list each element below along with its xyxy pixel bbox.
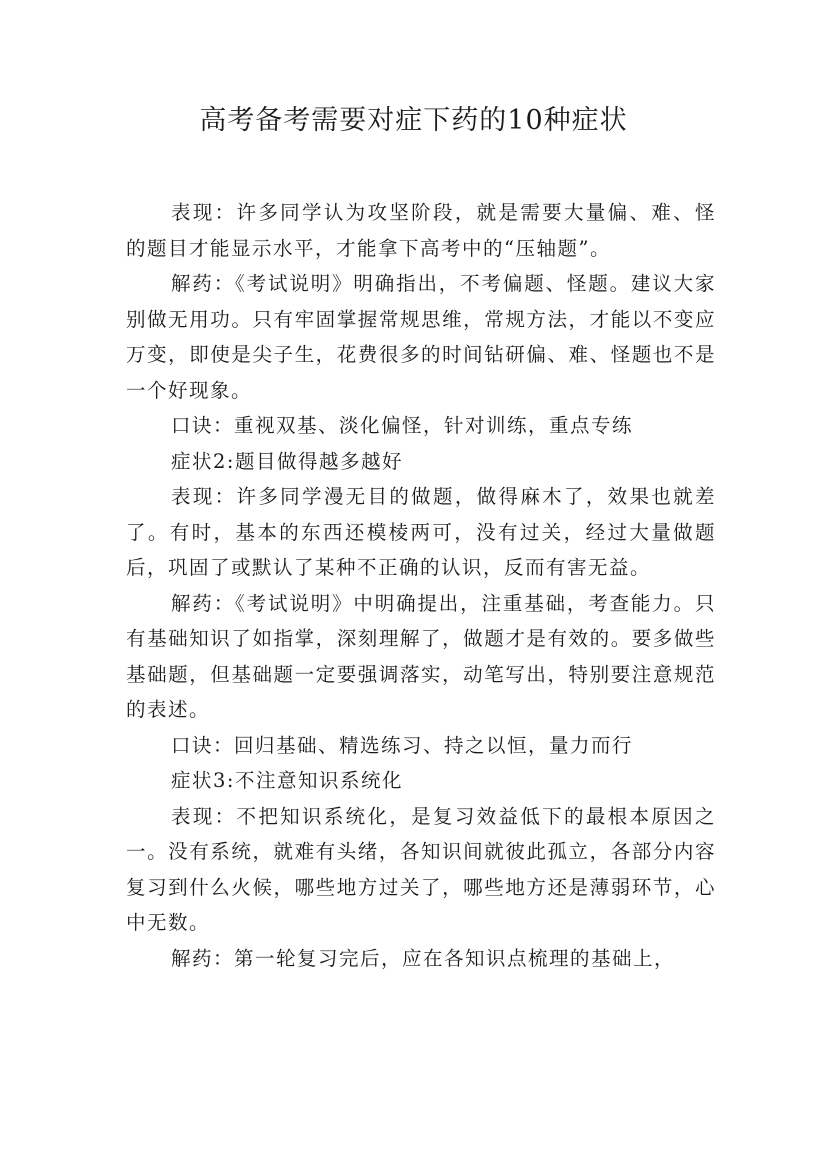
paragraph-symptom3-remedy: 解药：第一轮复习完后，应在各知识点梳理的基础上，: [171, 946, 676, 970]
paragraph-symptom1-performance: 表现：许多同学认为攻坚阶段，就是需要大量偏、难、怪的题目才能显示水平，才能拿下高考中的“压轴题”。: [126, 201, 716, 260]
paragraph-symptom2-remedy: 解药：《考试说明》中明确提出，注重基础，考查能力。只有基础知识了如指掌，深刻理解了，做题才是有效的。要多做些基础题，但基础题一定要强调落实，动笔写出，特别要注意规范的表述。: [126, 591, 716, 721]
paragraph-symptom2-performance: 表现：许多同学漫无目的做题，做得麻木了，效果也就差了。有时，基本的东西还模棱两可，没有过关，经过大量做题后，巩固了或默认了某种不正确的认识，反而有害无益。: [126, 485, 716, 579]
heading-symptom-3: 症状3:不注意知识系统化: [171, 769, 403, 792]
paragraph-symptom2-mnemonic: 口诀：回归基础、精选练习、持之以恒，量力而行: [171, 733, 634, 757]
document-body: [126, 195, 716, 976]
paragraph-symptom1-remedy: 解药：《考试说明》明确指出，不考偏题、怪题。建议大家别做无用功。只有牢固掌握常规思维，常规方法，才能以不变应万变，即使是尖子生，花费很多的时间钻研偏、难、怪题也不是一个好现象。: [126, 272, 716, 402]
document-title: 高考备考需要对症下药的10种症状: [199, 105, 628, 136]
paragraph-symptom1-mnemonic: 口诀：重视双基、淡化偏怪，针对训练，重点专练: [171, 414, 634, 437]
heading-symptom-2: 症状2:题目做得越多越好: [171, 449, 403, 473]
paragraph-symptom3-performance: 表现：不把知识系统化，是复习效益低下的最根本原因之一。没有系统，就难有头绪，各知识间就彼此孤立，各部分内容复习到什么火候，哪些地方过关了，哪些地方还是薄弱环节，心中无数。: [126, 804, 716, 934]
